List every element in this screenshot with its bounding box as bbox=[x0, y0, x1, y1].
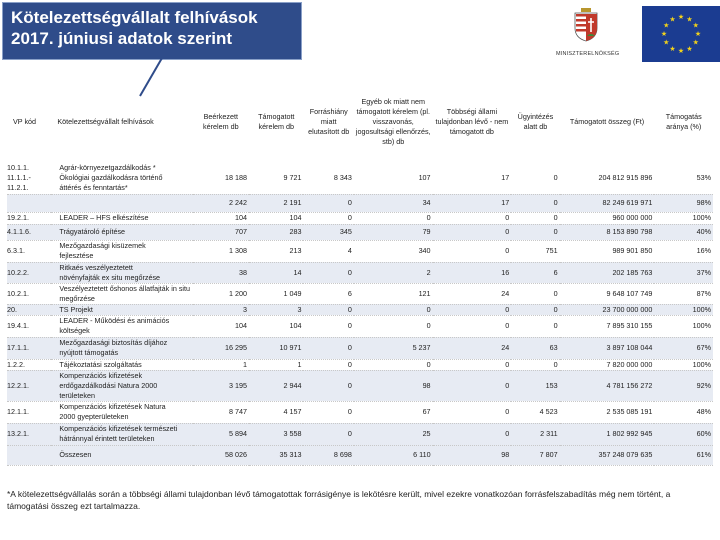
cell-supported: 213 bbox=[249, 240, 303, 262]
cell-other: 0 bbox=[354, 315, 433, 337]
name-line: megőrzése bbox=[59, 293, 95, 303]
cell-supported: 1 049 bbox=[249, 283, 303, 304]
cell-amount: 204 812 915 896 bbox=[560, 162, 655, 194]
cell-rejected: 0 bbox=[303, 423, 353, 445]
cell-supported: 104 bbox=[249, 212, 303, 224]
col-state: Többségi állami tulajdonban lévő - nem támogatott db bbox=[435, 107, 509, 136]
cell-ratio: 67% bbox=[654, 337, 713, 359]
name-line: LEADER – HFS elkészítése bbox=[59, 213, 149, 222]
ministry-label: MINISZTERELNÖKSÉG bbox=[556, 51, 620, 57]
cell-rejected: 0 bbox=[303, 304, 353, 315]
cell-rejected: 0 bbox=[303, 359, 353, 370]
cell-supported: 9 721 bbox=[249, 162, 303, 194]
code-line: 6.3.1. bbox=[7, 246, 25, 255]
eu-star-icon: ★ bbox=[686, 44, 693, 53]
cell-rejected: 0 bbox=[303, 212, 353, 224]
eu-star-icon: ★ bbox=[663, 38, 670, 47]
cell-amount: 2 535 085 191 bbox=[560, 401, 655, 423]
cell-name bbox=[51, 212, 192, 224]
cell-received: 18 188 bbox=[193, 162, 249, 194]
name-line: Mezőgazdasági biztosítás díjához bbox=[59, 338, 168, 347]
name-line: költségek bbox=[59, 326, 90, 335]
cell-state: 0 bbox=[433, 304, 512, 315]
cell-pending: 153 bbox=[511, 370, 559, 401]
cell-rejected: 4 bbox=[303, 240, 353, 262]
cell-other: 0 bbox=[354, 304, 433, 315]
code-line: 13.2.1. bbox=[7, 429, 29, 438]
cell-rejected: 0 bbox=[303, 194, 353, 212]
name-line: Kompenzációs kifizetések bbox=[59, 370, 143, 380]
cell-pending: 0 bbox=[511, 359, 559, 370]
cell-rejected: 0 bbox=[303, 337, 353, 359]
eu-flag-icon bbox=[642, 6, 720, 62]
cell-received: 3 bbox=[193, 304, 249, 315]
name-line: fejlesztése bbox=[59, 251, 94, 260]
total-ratio: 61% bbox=[654, 445, 713, 465]
cell-state: 0 bbox=[433, 224, 512, 240]
cell-name bbox=[51, 240, 192, 262]
table-row bbox=[7, 423, 713, 445]
cell-amount: 9 648 107 749 bbox=[560, 283, 655, 304]
cell-state: 24 bbox=[433, 283, 512, 304]
cell-received: 5 894 bbox=[193, 423, 249, 445]
cell-state: 0 bbox=[433, 240, 512, 262]
total-state: 98 bbox=[433, 445, 512, 465]
cell-rejected: 6 bbox=[303, 283, 353, 304]
name-line: Kompenzációs kifizetések természeti bbox=[59, 424, 178, 433]
hungary-crest-icon bbox=[573, 8, 599, 42]
cell-ratio: 48% bbox=[654, 401, 713, 423]
cell-other: 34 bbox=[354, 194, 433, 212]
total-received: 58 026 bbox=[193, 445, 249, 465]
cell-other: 5 237 bbox=[354, 337, 433, 359]
cell-received: 2 242 bbox=[193, 194, 249, 212]
cell-name bbox=[51, 262, 192, 283]
footnote: *A kötelezettségvállalás során a többségi állami tulajdonban lévő támogatottak forrásigénye is lekötésre került, mivel ezekre vonatkozóan forrásfelszabadítás még nem történt, a támogatási összeg ezt tartalmazza. bbox=[7, 489, 671, 511]
cell-supported: 2 944 bbox=[249, 370, 303, 401]
name-line: nyújtott támogatás bbox=[59, 348, 119, 357]
col-pending: Ügyintézés alatt db bbox=[517, 112, 554, 131]
table-row bbox=[7, 224, 713, 240]
col-ratio: Támogatás aránya (%) bbox=[665, 112, 702, 131]
name-line: hátránnyal érintett területeken bbox=[59, 434, 155, 443]
eu-star-icon: ★ bbox=[692, 21, 699, 30]
eu-star-icon: ★ bbox=[677, 13, 685, 22]
col-other: Egyéb ok miatt nem támogatott kérelem (pl. visszavonás, jogosultsági ellenőrzés, stb) db bbox=[355, 97, 431, 146]
cell-received: 104 bbox=[193, 315, 249, 337]
code-line: 12.1.1. bbox=[7, 407, 29, 416]
col-supported: Támogatott kérelem db bbox=[258, 112, 295, 131]
cell-received: 104 bbox=[193, 212, 249, 224]
name-line: erdőgazdálkodási Natura 2000 bbox=[59, 380, 158, 390]
cell-other: 0 bbox=[354, 212, 433, 224]
eu-star-icon: ★ bbox=[669, 44, 676, 53]
cell-supported: 283 bbox=[249, 224, 303, 240]
eu-star-icon: ★ bbox=[669, 15, 676, 24]
total-row bbox=[7, 445, 713, 465]
cell-other: 107 bbox=[354, 162, 433, 194]
code-line: 10.2.1. bbox=[7, 288, 29, 298]
title-line-1: Kötelezettségvállalt felhívások bbox=[11, 8, 258, 27]
cell-state: 17 bbox=[433, 194, 512, 212]
cell-code bbox=[7, 240, 51, 262]
cell-ratio: 16% bbox=[654, 240, 713, 262]
cell-code bbox=[7, 423, 51, 445]
cell-received: 1 bbox=[193, 359, 249, 370]
cell-name bbox=[51, 423, 192, 445]
cell-other: 25 bbox=[354, 423, 433, 445]
cell-rejected: 0 bbox=[303, 401, 353, 423]
code-line: 17.1.1. bbox=[7, 343, 29, 352]
cell-code bbox=[7, 212, 51, 224]
cell-received: 38 bbox=[193, 262, 249, 283]
eu-star-icon: ★ bbox=[663, 21, 670, 30]
table-row bbox=[7, 262, 713, 283]
cell-amount: 8 153 890 798 bbox=[560, 224, 655, 240]
cell-supported: 14 bbox=[249, 262, 303, 283]
table-body bbox=[7, 162, 713, 465]
table-row bbox=[7, 315, 713, 337]
cell-amount: 7 820 000 000 bbox=[560, 359, 655, 370]
cell-state: 0 bbox=[433, 423, 512, 445]
name-line: 2000 gyepterületeken bbox=[59, 412, 129, 421]
cell-code bbox=[7, 262, 51, 283]
cell-amount: 4 781 156 272 bbox=[560, 370, 655, 401]
cell-code bbox=[7, 224, 51, 240]
cell-ratio: 53% bbox=[654, 162, 713, 194]
col-received: Beérkezett kérelem db bbox=[203, 112, 239, 131]
code-line: 11.1.1.- bbox=[7, 172, 31, 182]
table-header-row bbox=[7, 82, 713, 162]
col-code: VP kód bbox=[13, 117, 37, 126]
cell-supported: 3 bbox=[249, 304, 303, 315]
col-rejected: Forráshiány miatt elutasított db bbox=[308, 107, 350, 136]
table-row bbox=[7, 304, 713, 315]
cell-name bbox=[51, 283, 192, 304]
cell-state: 16 bbox=[433, 262, 512, 283]
cell-other: 79 bbox=[354, 224, 433, 240]
cell-other: 340 bbox=[354, 240, 433, 262]
cell-rejected: 345 bbox=[303, 224, 353, 240]
table-row bbox=[7, 359, 713, 370]
name-line: növényfajták ex situ megőrzése bbox=[59, 272, 161, 282]
cell-ratio: 87% bbox=[654, 283, 713, 304]
cell-name bbox=[51, 194, 192, 212]
cell-amount: 82 249 619 971 bbox=[560, 194, 655, 212]
cell-pending: 0 bbox=[511, 212, 559, 224]
cell-received: 707 bbox=[193, 224, 249, 240]
table-row bbox=[7, 212, 713, 224]
name-line: Ritkaés veszélyeztetett bbox=[59, 262, 133, 272]
cell-code bbox=[7, 359, 51, 370]
cell-supported: 1 bbox=[249, 359, 303, 370]
code-line: 19.4.1. bbox=[7, 321, 29, 330]
total-amount: 357 248 079 635 bbox=[560, 445, 655, 465]
cell-state: 0 bbox=[433, 401, 512, 423]
cell-pending: 0 bbox=[511, 162, 559, 194]
cell-amount: 989 901 850 bbox=[560, 240, 655, 262]
code-line: 10.1.1. bbox=[7, 162, 29, 172]
cell-name bbox=[51, 162, 192, 194]
cell-rejected: 8 343 bbox=[303, 162, 353, 194]
cell-amount: 202 185 763 bbox=[560, 262, 655, 283]
total-rejected: 8 698 bbox=[303, 445, 353, 465]
cell-amount: 3 897 108 044 bbox=[560, 337, 655, 359]
cell-ratio: 100% bbox=[654, 315, 713, 337]
cell-other: 0 bbox=[354, 359, 433, 370]
cell-amount: 960 000 000 bbox=[560, 212, 655, 224]
name-line: Ökológiai gazdálkodásra történő bbox=[59, 172, 163, 182]
cell-pending: 0 bbox=[511, 224, 559, 240]
cell-state: 0 bbox=[433, 212, 512, 224]
cell-ratio: 37% bbox=[654, 262, 713, 283]
name-line: Kompenzációs kifizetések Natura bbox=[59, 402, 166, 411]
cell-name bbox=[51, 370, 192, 401]
cell-code bbox=[7, 445, 51, 465]
eu-star-icon: ★ bbox=[677, 47, 685, 56]
cell-pending: 0 bbox=[511, 194, 559, 212]
cell-ratio: 60% bbox=[654, 423, 713, 445]
cell-amount: 23 700 000 000 bbox=[560, 304, 655, 315]
eu-star-icon: ★ bbox=[660, 30, 668, 39]
cell-ratio: 100% bbox=[654, 212, 713, 224]
cell-received: 3 195 bbox=[193, 370, 249, 401]
cell-code bbox=[7, 337, 51, 359]
table-row bbox=[7, 370, 713, 401]
eu-star-icon: ★ bbox=[692, 38, 699, 47]
cell-other: 121 bbox=[354, 283, 433, 304]
cell-name bbox=[51, 401, 192, 423]
cell-name bbox=[51, 304, 192, 315]
table-row bbox=[7, 283, 713, 304]
table-row bbox=[7, 194, 713, 212]
code-line: 20. bbox=[7, 304, 17, 314]
cell-state: 0 bbox=[433, 370, 512, 401]
cell-pending: 63 bbox=[511, 337, 559, 359]
cell-pending: 0 bbox=[511, 304, 559, 315]
cell-ratio: 98% bbox=[654, 194, 713, 212]
name-line: Mezőgazdasági kisüzemek bbox=[59, 241, 146, 250]
cell-ratio: 100% bbox=[654, 359, 713, 370]
cell-supported: 10 971 bbox=[249, 337, 303, 359]
commitment-table bbox=[7, 82, 713, 466]
total-supported: 35 313 bbox=[249, 445, 303, 465]
name-line: Veszélyeztetett őshonos állatfajták in situ bbox=[59, 283, 191, 293]
cell-rejected: 0 bbox=[303, 262, 353, 283]
col-amount: Támogatott összeg (Ft) bbox=[569, 117, 645, 126]
cell-name bbox=[51, 315, 192, 337]
cell-pending: 6 bbox=[511, 262, 559, 283]
cell-supported: 4 157 bbox=[249, 401, 303, 423]
cell-name bbox=[51, 224, 192, 240]
cell-received: 1 308 bbox=[193, 240, 249, 262]
table-row bbox=[7, 337, 713, 359]
cell-state: 0 bbox=[433, 359, 512, 370]
eu-star-icon: ★ bbox=[686, 15, 693, 24]
total-label: Összesen bbox=[51, 445, 192, 465]
cell-code bbox=[7, 370, 51, 401]
cell-name bbox=[51, 359, 192, 370]
name-line: TS Projekt bbox=[59, 304, 93, 314]
cell-pending: 751 bbox=[511, 240, 559, 262]
cell-code bbox=[7, 194, 51, 212]
code-line: 19.2.1. bbox=[7, 213, 29, 222]
cell-supported: 3 558 bbox=[249, 423, 303, 445]
cell-pending: 0 bbox=[511, 315, 559, 337]
cell-rejected: 0 bbox=[303, 370, 353, 401]
name-line: Tájékoztatási szolgáltatás bbox=[59, 359, 142, 369]
code-line: 1.2.2. bbox=[7, 359, 25, 369]
cell-state: 0 bbox=[433, 315, 512, 337]
name-line: LEADER - Működési és animációs bbox=[59, 316, 170, 325]
cell-supported: 2 191 bbox=[249, 194, 303, 212]
cell-amount: 1 802 992 945 bbox=[560, 423, 655, 445]
cell-code bbox=[7, 162, 51, 194]
code-line: 12.2.1. bbox=[7, 380, 29, 390]
cell-pending: 0 bbox=[511, 283, 559, 304]
cell-pending: 2 311 bbox=[511, 423, 559, 445]
cell-other: 67 bbox=[354, 401, 433, 423]
cell-amount: 7 895 310 155 bbox=[560, 315, 655, 337]
cell-ratio: 92% bbox=[654, 370, 713, 401]
cell-ratio: 40% bbox=[654, 224, 713, 240]
eu-star-icon: ★ bbox=[694, 30, 702, 39]
total-pending: 7 807 bbox=[511, 445, 559, 465]
cell-received: 8 747 bbox=[193, 401, 249, 423]
cell-supported: 104 bbox=[249, 315, 303, 337]
table-row bbox=[7, 162, 713, 194]
ministry-logo bbox=[556, 6, 620, 64]
cell-state: 24 bbox=[433, 337, 512, 359]
cell-code bbox=[7, 283, 51, 304]
code-line: 4.1.1.6. bbox=[7, 227, 31, 236]
cell-state: 17 bbox=[433, 162, 512, 194]
cell-code bbox=[7, 401, 51, 423]
cell-name bbox=[51, 337, 192, 359]
cell-code bbox=[7, 315, 51, 337]
cell-received: 16 295 bbox=[193, 337, 249, 359]
cell-rejected: 0 bbox=[303, 315, 353, 337]
name-line: Trágyatároló építése bbox=[59, 227, 126, 236]
total-other: 6 110 bbox=[354, 445, 433, 465]
code-line: 10.2.2. bbox=[7, 267, 29, 277]
cell-code bbox=[7, 304, 51, 315]
cell-other: 2 bbox=[354, 262, 433, 283]
code-line: 11.2.1. bbox=[7, 182, 29, 192]
table-row bbox=[7, 401, 713, 423]
col-name: Kötelezettségvállalt felhívások bbox=[57, 117, 154, 126]
cell-received: 1 200 bbox=[193, 283, 249, 304]
name-line: Agrár-környezetgazdálkodás * bbox=[59, 162, 156, 172]
cell-pending: 4 523 bbox=[511, 401, 559, 423]
title-line-2: 2017. júniusi adatok szerint bbox=[11, 29, 233, 48]
cell-other: 98 bbox=[354, 370, 433, 401]
name-line: területeken bbox=[59, 390, 95, 400]
cell-ratio: 100% bbox=[654, 304, 713, 315]
table-row bbox=[7, 240, 713, 262]
name-line: áttérés és fenntartás* bbox=[59, 182, 128, 192]
